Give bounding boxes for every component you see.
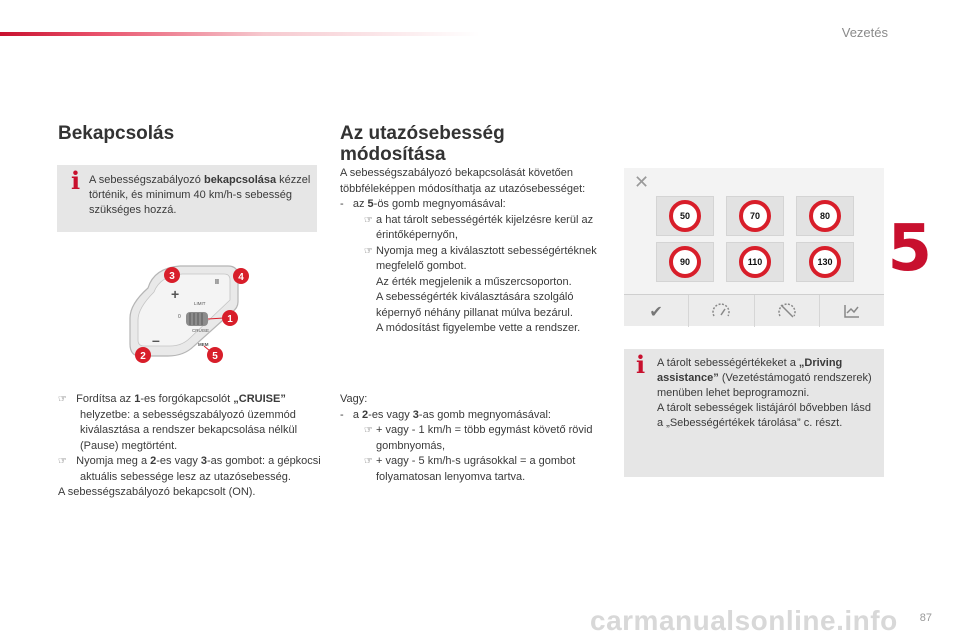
bullet-press-button: ☞ Nyomja meg a 2-es vagy 3-as gombot: a gépkocsi aktuális sebessége lesz az utazósebesség. (58, 455, 321, 483)
plus-symbol: + (171, 286, 180, 302)
sub-long-press: ☞ + vagy - 5 km/h-s ugrásokkal = a gombot folyamatosan lenyomva tartva. (364, 455, 576, 483)
section1-body (58, 392, 328, 501)
info-icon: i (71, 166, 81, 195)
mem-label: MEM (198, 342, 209, 347)
speed-limit-off-icon[interactable] (755, 295, 820, 327)
zero-label: 0 (178, 314, 181, 320)
callout-4 (233, 268, 249, 284)
info-text-a: A sebességszabályozó (89, 174, 204, 186)
pause-symbol: II (215, 279, 219, 286)
speedometer-icon[interactable] (689, 295, 754, 327)
limit-label: LIMIT (194, 301, 206, 306)
svg-text:2: 2 (140, 351, 146, 362)
svg-text:4: 4 (238, 272, 244, 283)
page-number: 87 (919, 612, 932, 624)
speed-sign: 50 (669, 200, 701, 232)
svg-text:1: 1 (227, 314, 233, 325)
svg-text:5: 5 (212, 351, 218, 362)
section-title-bekapcsolas: Bekapcsolás (58, 123, 175, 144)
callout-2 (135, 347, 151, 363)
info-text-bold: bekapcsolása (203, 174, 277, 186)
info-text-c: kézzel történik, és minimum 40 km/h-s sebesség szükséges hozzá. (89, 174, 311, 216)
section2-body-alt (340, 392, 610, 485)
info-icon: i (636, 350, 646, 379)
section2-intro: A sebességszabályozó bekapcsolását követően többféleképpen módosíthatja az utazósebességet: (340, 167, 586, 195)
minus-symbol: – (152, 332, 160, 348)
speed-selection-screen (624, 168, 884, 326)
speed-sign: 110 (739, 246, 771, 278)
watermark: carmanualsonline.info (590, 605, 898, 636)
speed-button-70[interactable] (726, 196, 784, 236)
section1-final: A sebességszabályozó bekapcsolt (ON). (58, 486, 256, 498)
section-title-modification: Az utazósebesség módosítása (340, 123, 505, 165)
sub-value-shown: Az érték megjelenik a műszercsoporton. (376, 275, 572, 288)
check-icon[interactable]: ✔ (624, 295, 689, 327)
screen-toolbar (624, 294, 884, 327)
speed-button-130[interactable] (796, 242, 854, 282)
info2-text: A tárolt sebességértékeket a „Driving assistance” (Vezetéstámogató rendszerek) menüben lehet beprogramozni. A tárolt sebességek listájáról bővebben lásd a „Sebességértékek tárolása” c. részt. (657, 357, 872, 429)
callout-1 (222, 310, 238, 326)
speed-button-80[interactable] (796, 196, 854, 236)
dash-button5: - az 5-ös gomb megnyomásával: (340, 198, 506, 210)
speed-sign: 130 (809, 246, 841, 278)
section2-body (340, 166, 610, 337)
dash-button23: - a 2-es vagy 3-as gomb megnyomásával: (340, 408, 551, 421)
info-box-activation (57, 165, 317, 232)
steering-control-diagram (124, 258, 256, 366)
bullet-rotate-switch: ☞ Fordítsa az 1-es forgókapcsolót „CRUISE” helyzetbe: a sebességszabályozó üzemmód kiválasztása a rendszer bekapcsolása nélkül (Pause) megtörtént. (58, 393, 298, 452)
header-accent-bar (0, 32, 480, 36)
close-icon[interactable]: ✕ (634, 172, 650, 193)
rotary-switch (186, 312, 208, 326)
speed-sign: 90 (669, 246, 701, 278)
speed-grid (624, 168, 884, 294)
speed-button-50[interactable] (656, 196, 714, 236)
graph-icon[interactable] (820, 295, 884, 327)
speed-sign: 70 (739, 200, 771, 232)
info-text (89, 173, 311, 218)
sub-press-speed: ☞ Nyomja meg a kiválasztott sebességértéknek megfelelő gombot. (364, 244, 597, 272)
speed-button-110[interactable] (726, 242, 784, 282)
callout-5 (207, 347, 223, 363)
callout-3 (164, 267, 180, 283)
sub-display-speeds: ☞ a hat tárolt sebességérték kijelzésre kerül az érintőképernyőn, (364, 213, 594, 241)
cruise-label: CRUISE (192, 328, 210, 333)
speed-button-90[interactable] (656, 242, 714, 282)
chapter-number: 5 (887, 212, 932, 286)
speed-sign: 80 (809, 200, 841, 232)
or-label: Vagy: (340, 393, 368, 405)
sub-short-press: ☞ + vagy - 1 km/h = több egymást követő rövid gombnyomás, (364, 424, 593, 452)
header-title: Vezetés (841, 25, 888, 40)
sub-screen-closes: A sebességérték kiválasztására szolgáló képernyő néhány pillanat múlva bezárul. (376, 291, 574, 319)
svg-text:3: 3 (169, 271, 175, 282)
sub-change-accepted: A módosítást figyelembe vette a rendszer. (376, 322, 581, 334)
info-box-driving-assistance (624, 349, 884, 477)
